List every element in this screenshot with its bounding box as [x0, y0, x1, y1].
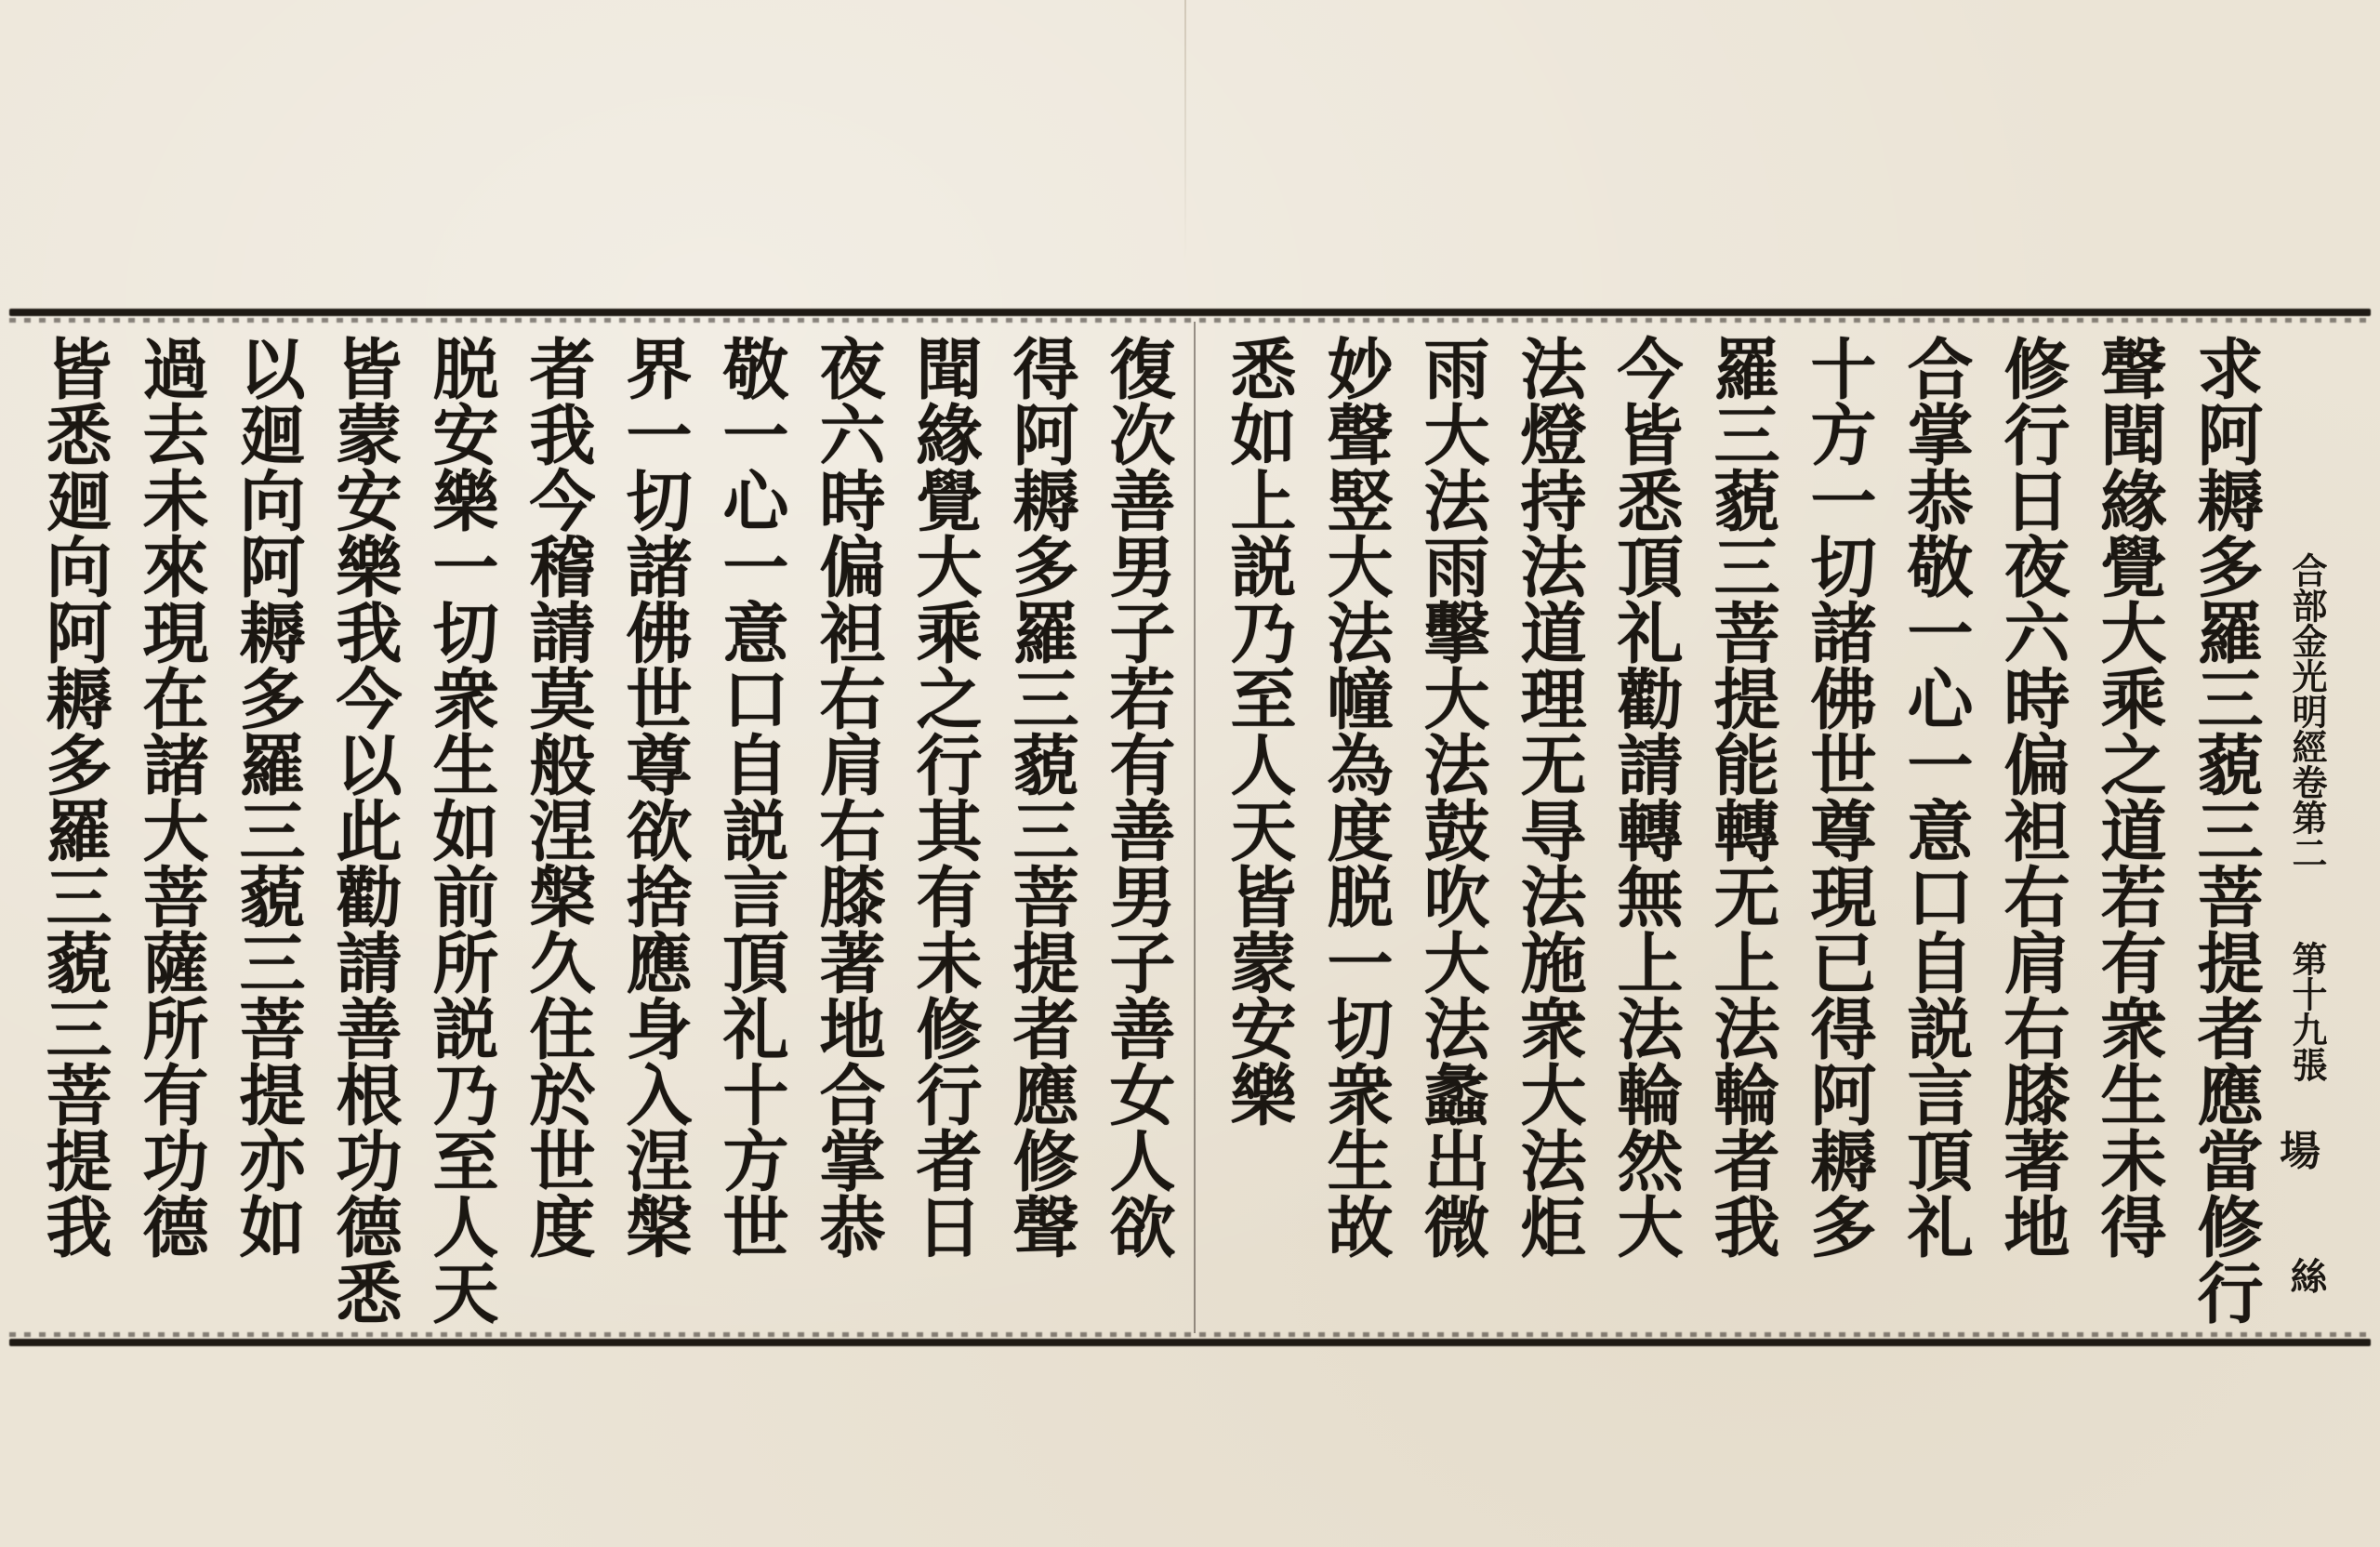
text-column-5: 十方一切諸佛世尊現已得阿耨多 [1800, 335, 1878, 1259]
text-column-4: 合掌恭敬一心一意口自説言頂礼 [1897, 335, 1975, 1259]
printed-block [9, 309, 2371, 1346]
text-column-7: 今皆悉頂礼勸請轉無上法輪然大 [1606, 335, 1685, 1259]
text-column-9: 雨大法雨擊大法鼓吹大法蠡出微 [1413, 335, 1491, 1259]
center-fold-rule [1194, 322, 1196, 1333]
text-column-21: 以廻向阿耨多羅三藐三菩提亦如 [229, 335, 307, 1259]
margin-page-number: 第十九張 [2286, 941, 2328, 1082]
text-column-15: 夜六時偏袒右肩右膝著地合掌恭 [809, 335, 887, 1259]
text-column-11: 悉如上説乃至人天皆蒙安樂 [1220, 335, 1298, 1127]
text-column-20: 皆蒙安樂我今以此勸請善根功德悉 [325, 335, 403, 1325]
text-column-6: 羅三藐三菩提能轉无上法輪者我 [1703, 335, 1781, 1259]
margin-mark-upper: 場 [2280, 1128, 2320, 1175]
text-column-13: 得阿耨多羅三藐三菩提者應修聲 [1002, 335, 1080, 1259]
text-column-12: 復次善男子若有善男子善女人欲 [1099, 335, 1177, 1259]
text-column-17: 界一切諸佛世尊欲捨應身入涅槃 [615, 335, 694, 1259]
text-column-2: 聲聞緣覺大乘之道若有衆生未得 [2090, 335, 2168, 1259]
text-column-8: 法燈持法道理无㝵法施衆大法炬 [1510, 335, 1588, 1259]
text-column-19: 脱安樂一切衆生如前所説乃至人天 [422, 335, 500, 1325]
text-column-10: 妙聲竪大法幢為度脱一切衆生故 [1316, 335, 1395, 1259]
text-column-16: 敬一心一意口自説言頂礼十方世 [712, 335, 790, 1259]
text-column-18: 者我今稽請莫般涅槃久住於世度 [519, 335, 597, 1259]
margin-title: 合部金光明經卷第二 [2286, 552, 2328, 870]
text-column-3: 修行日夜六時偏袒右肩右膝著地 [1993, 335, 2071, 1259]
margin-mark-lower: 絲 [2284, 1257, 2328, 1294]
text-column-14: 聞緣覺大乘之行其有未修行者日 [906, 335, 984, 1259]
text-column-23: 皆悉廻向阿耨多羅三藐三菩提我 [35, 335, 113, 1259]
bottom-border-rule [9, 1339, 2371, 1346]
paper-fold [1184, 0, 1186, 260]
text-column-1: 求阿耨多羅三藐三菩提者應當修行 [2187, 335, 2265, 1325]
top-border-rule [9, 309, 2371, 316]
text-column-22: 過去未來現在諸大菩薩所有功德 [132, 335, 210, 1259]
